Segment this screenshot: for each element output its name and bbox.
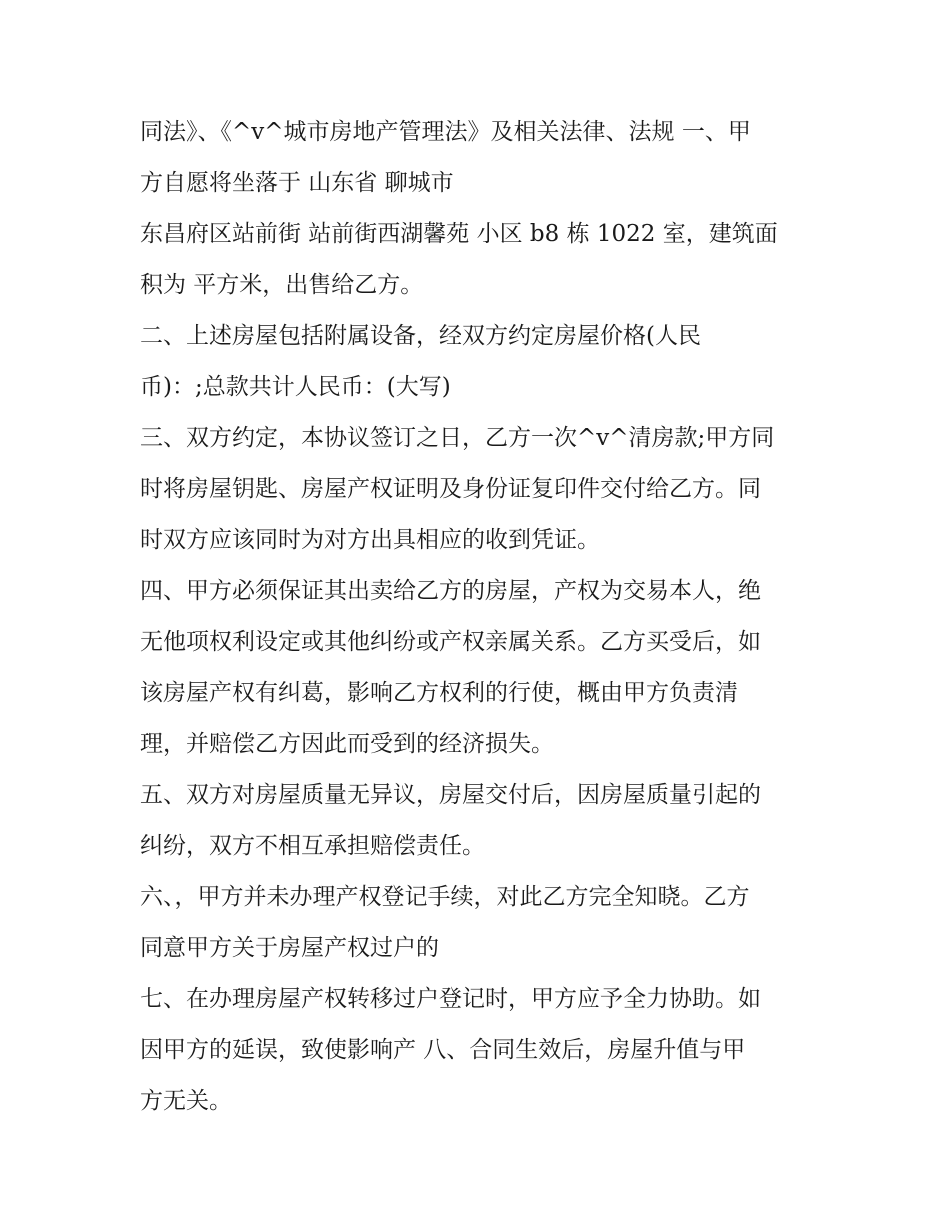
text-line: 币)：;总款共计人民币：(大写) <box>140 374 451 400</box>
text-line: 时双方应该同时为对方出具相应的收到凭证。 <box>140 527 600 553</box>
text-line: 积为 平方米，出售给乙方。 <box>140 272 424 298</box>
text-line: 同意甲方关于房屋产权过户的 <box>140 935 439 961</box>
text-line: 七、在办理房屋产权转移过户登记时，甲方应予全力协助。如 <box>140 986 761 1012</box>
text-line: 方自愿将坐落于 山东省 聊城市 <box>140 170 454 196</box>
text-line: 理，并赔偿乙方因此而受到的经济损失。 <box>140 731 554 757</box>
text-line: 时将房屋钥匙、房屋产权证明及身份证复印件交付给乙方。同 <box>140 476 761 502</box>
text-line: 二、上述房屋包括附属设备，经双方约定房屋价格(人民 <box>140 323 701 349</box>
text-line: 无他项权利设定或其他纠纷或产权亲属关系。乙方买受后，如 <box>140 629 761 655</box>
text-line: 五、双方对房屋质量无异议，房屋交付后，因房屋质量引起的 <box>140 782 761 808</box>
text-line: 纠纷，双方不相互承担赔偿责任。 <box>140 833 485 859</box>
text-line: 六、，甲方并未办理产权登记手续，对此乙方完全知晓。乙方 <box>140 884 750 910</box>
text-line: 四、甲方必须保证其出卖给乙方的房屋，产权为交易本人，绝 <box>140 578 761 604</box>
text-line: 方无关。 <box>140 1088 232 1114</box>
text-line: 东昌府区站前街 站前街西湖馨苑 小区 b8 栋 1022 室，建筑面 <box>140 221 778 247</box>
text-line: 该房屋产权有纠葛，影响乙方权利的行使，概由甲方负责清 <box>140 680 738 706</box>
text-line: 因甲方的延误，致使影响产 八、合同生效后，房屋升值与甲 <box>140 1037 746 1063</box>
text-line: 三、双方约定，本协议签订之日，乙方一次^v^清房款;甲方同 <box>140 425 775 451</box>
document-body <box>140 107 820 1127</box>
text-line: 同法》、《^v^城市房地产管理法》及相关法律、法规 一、甲 <box>140 119 751 145</box>
